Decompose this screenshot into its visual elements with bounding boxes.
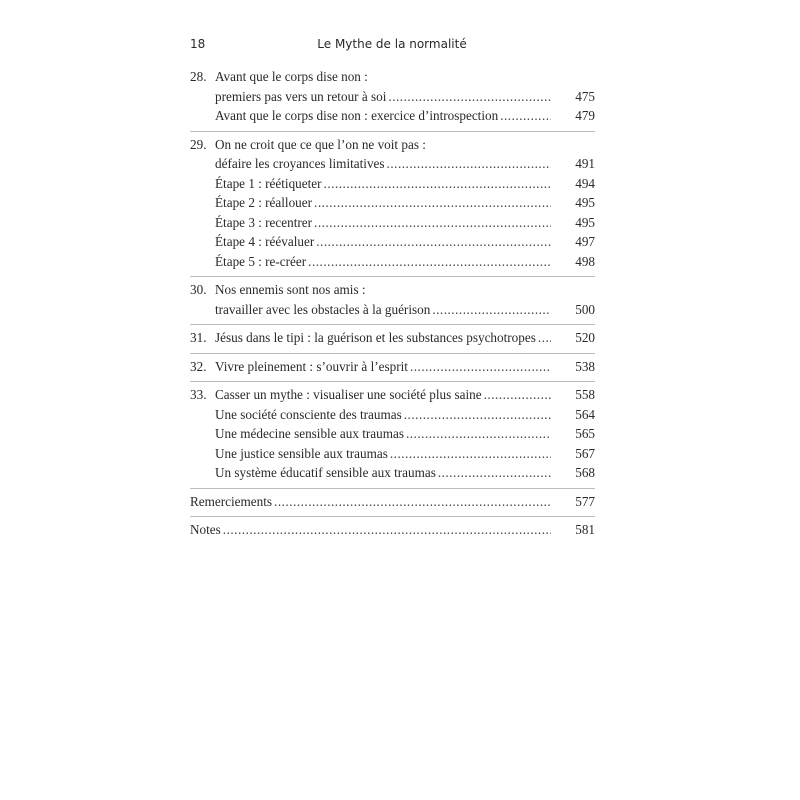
dot-leader [223,520,551,540]
chapter-number: 32. [190,358,207,374]
chapter-number: 33. [190,387,207,402]
dot-leader [438,463,551,483]
chapter-title: Remerciements [190,493,273,509]
page-ref: 491 [575,156,595,171]
toc-line [190,106,595,126]
chapter-title: Avant que le corps dise non : [215,69,368,84]
dot-leader [314,213,551,233]
toc-line [190,385,595,405]
section-title: Avant que le corps dise non : exercice d’introspection [215,108,499,123]
page-ref: 538 [575,358,595,374]
toc-entry [190,382,595,489]
toc-line [190,520,595,540]
page-ref: 520 [575,330,595,345]
page-ref: 494 [575,175,595,191]
section-title: Étape 3 : recentrer [215,214,313,230]
toc-line [190,252,595,272]
dot-leader [387,154,551,174]
dot-leader [274,492,551,512]
dot-leader [316,232,551,252]
toc-line [190,444,595,464]
dot-leader [406,424,551,444]
toc-line [190,357,595,377]
dot-leader [484,385,551,405]
page-ref: 479 [575,108,595,123]
page-ref: 498 [575,253,595,269]
toc-entry [190,517,595,545]
page-ref: 568 [575,465,595,480]
dot-leader [538,328,551,348]
chapter-title: Notes [190,522,221,537]
chapter-subtitle: premiers pas vers un retour à soi [215,88,387,104]
toc-entry [190,132,595,278]
chapter-number: 28. [190,69,207,84]
toc-line [190,405,595,425]
page-ref: 475 [575,88,595,104]
toc-line [190,67,595,87]
page-ref: 581 [575,522,595,537]
book-title: Le Mythe de la normalité [317,37,467,51]
chapter-subtitle: défaire les croyances limitatives [215,156,385,171]
page-ref: 567 [575,445,595,461]
toc-line [190,424,595,444]
section-title: Étape 4 : réévaluer [215,234,315,249]
page-number: 18 [190,37,206,51]
section-title: Étape 5 : re-créer [215,253,307,269]
page-ref: 564 [575,406,595,422]
section-title: Une société consciente des traumas [215,406,402,422]
page-ref: 495 [575,214,595,230]
toc-line [190,154,595,174]
chapter-number: 31. [190,330,207,345]
section-title: Étape 2 : réallouer [215,195,313,210]
page-ref: 577 [575,493,595,509]
dot-leader [324,174,551,194]
toc-entry [190,277,595,325]
toc-line [190,135,595,155]
toc-line [190,213,595,233]
toc-entry [190,354,595,383]
page-ref: 497 [575,234,595,249]
dot-leader [432,300,551,320]
dot-leader [500,106,551,126]
chapter-title: Casser un mythe : visualiser une société plus saine [215,387,482,402]
toc-entry [190,325,595,354]
toc-entry [190,64,595,132]
toc-entry [190,489,595,518]
chapter-number: 29. [190,136,207,152]
toc-line [190,328,595,348]
dot-leader [410,357,551,377]
chapter-title: Jésus dans le tipi : la guérison et les substances psychotropes [215,330,536,345]
page-ref: 500 [575,301,595,317]
chapter-title: On ne croit que ce que l’on ne voit pas : [215,136,426,152]
toc-line [190,492,595,512]
running-header [190,37,594,53]
dot-leader [388,87,551,107]
table-of-contents [190,64,595,545]
dot-leader [308,252,551,272]
toc-line [190,232,595,252]
section-title: Une médecine sensible aux traumas [215,426,404,441]
section-title: Étape 1 : réétiqueter [215,175,322,191]
page-ref: 565 [575,426,595,441]
chapter-title: Nos ennemis sont nos amis : [215,282,366,297]
toc-line [190,87,595,107]
toc-line [190,193,595,213]
dot-leader [314,193,551,213]
dot-leader [404,405,551,425]
chapter-title: Vivre pleinement : s’ouvrir à l’esprit [215,358,408,374]
page-ref: 558 [575,387,595,402]
toc-line [190,280,595,300]
toc-line [190,300,595,320]
toc-line [190,463,595,483]
section-title: Un système éducatif sensible aux traumas [215,465,436,480]
section-title: Une justice sensible aux traumas [215,445,388,461]
chapter-subtitle: travailler avec les obstacles à la guérison [215,301,431,317]
toc-line [190,174,595,194]
chapter-number: 30. [190,282,207,297]
page-ref: 495 [575,195,595,210]
dot-leader [390,444,551,464]
